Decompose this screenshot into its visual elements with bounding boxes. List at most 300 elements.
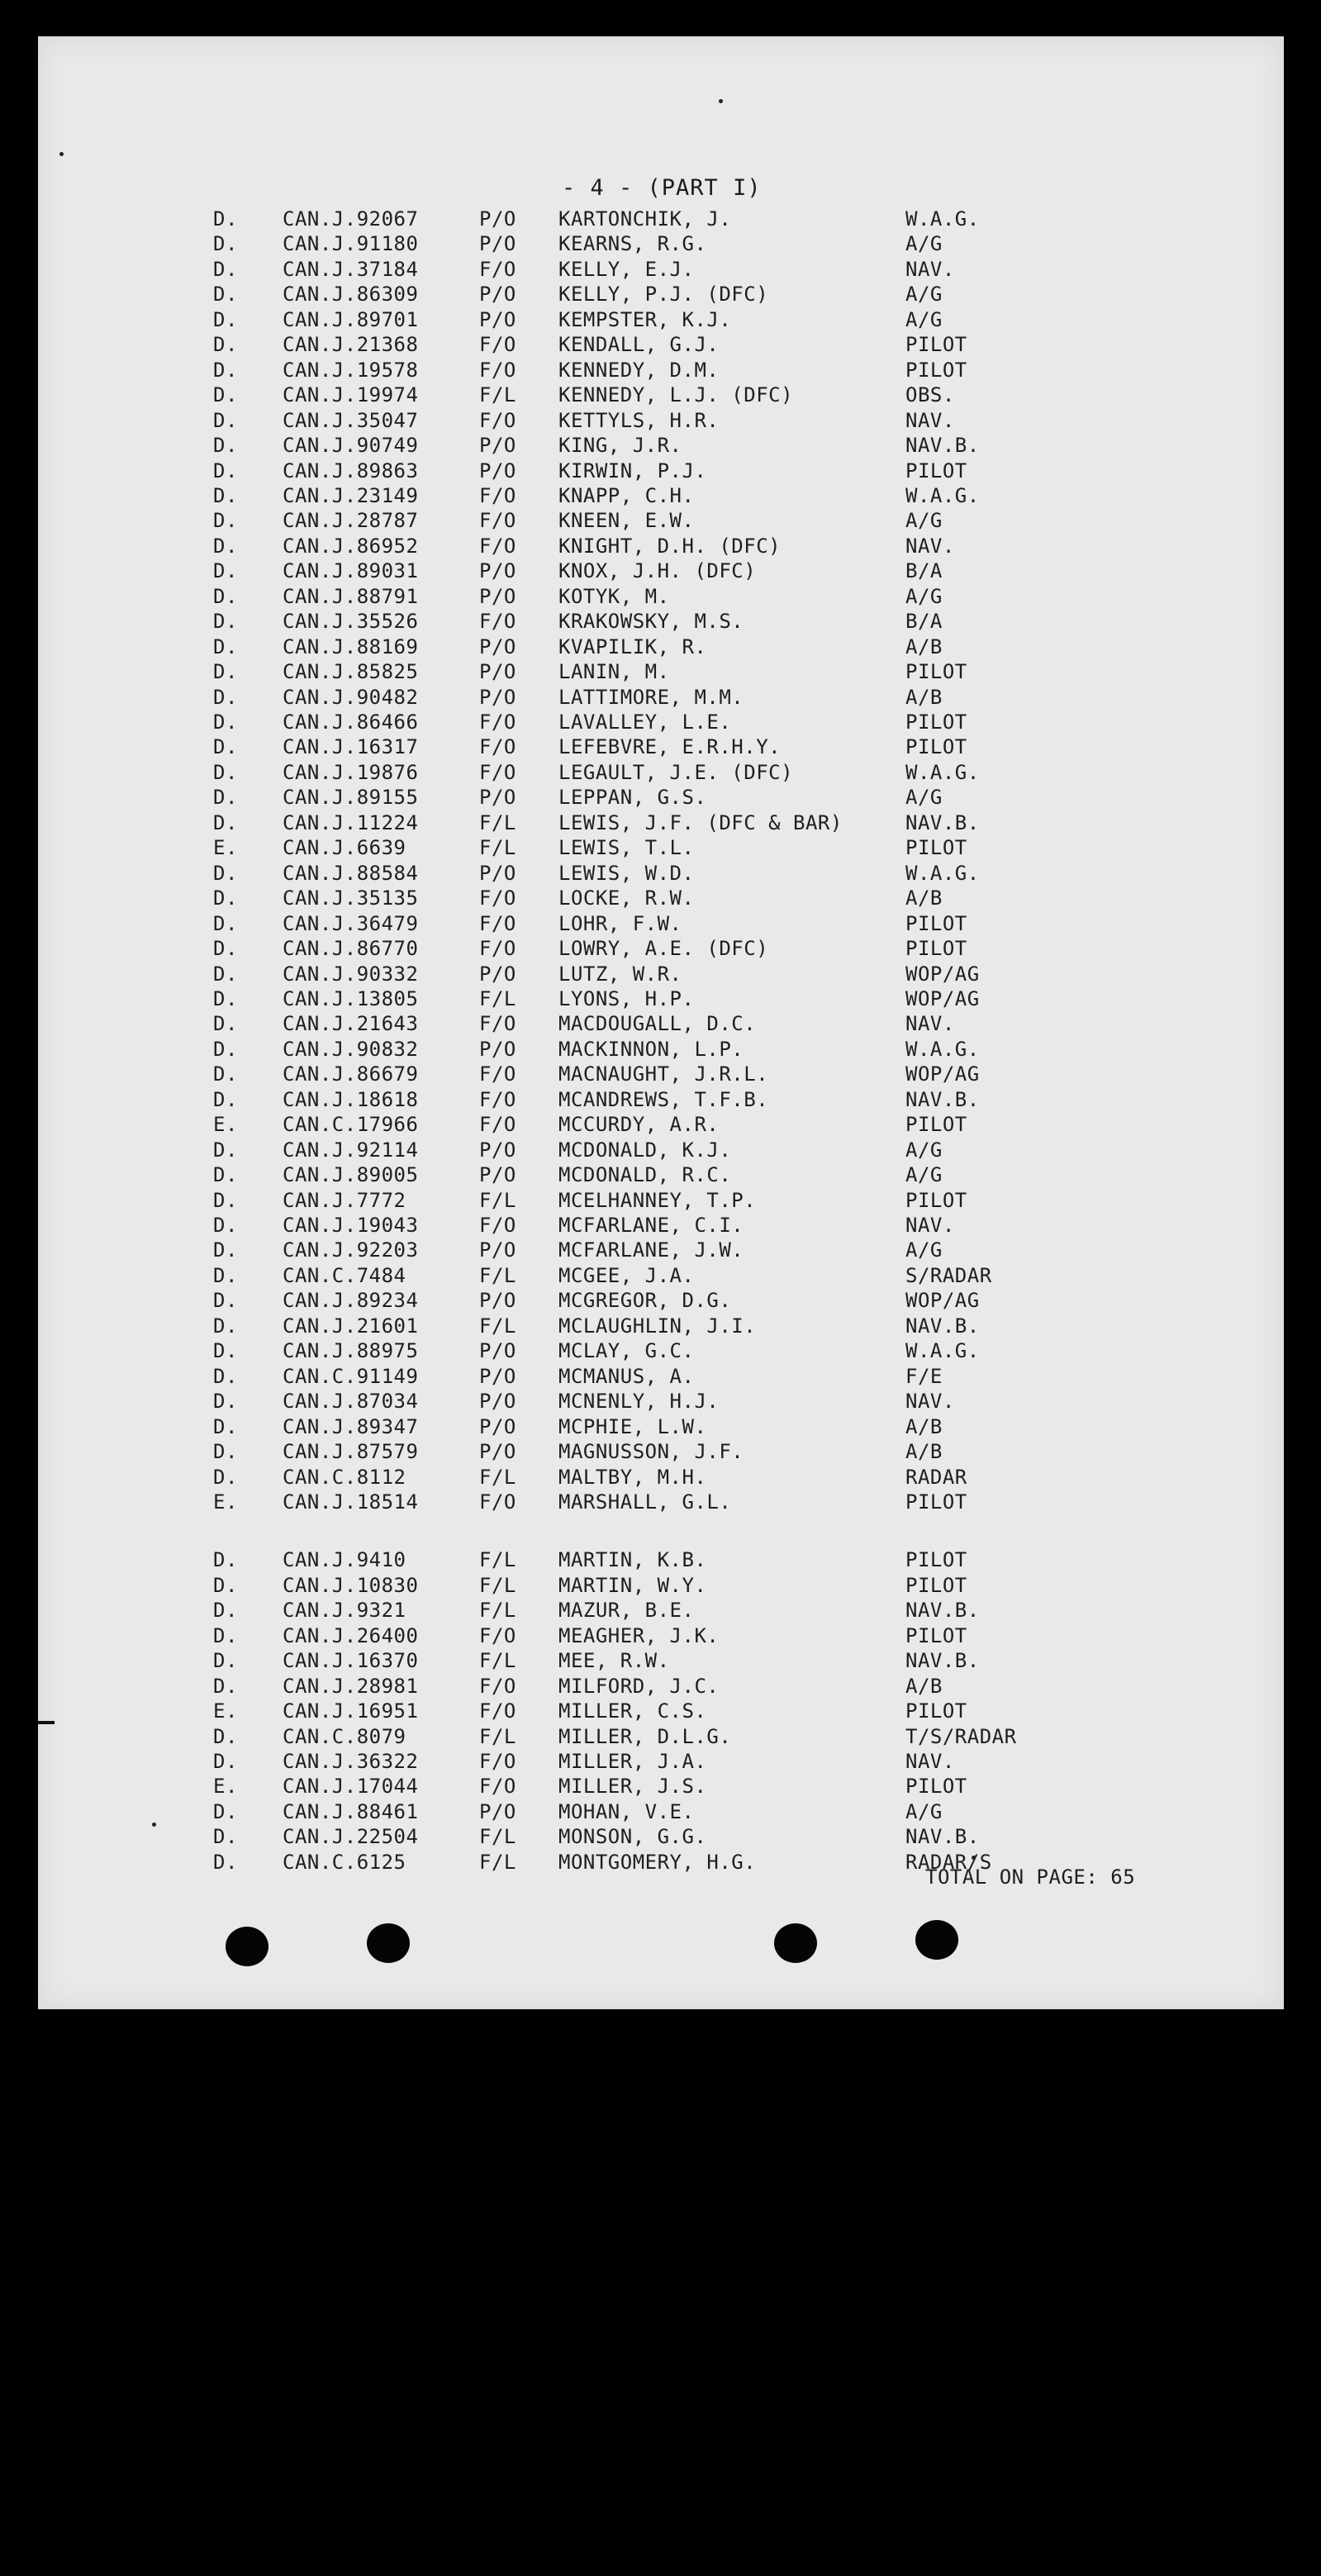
rank: F/O xyxy=(479,735,516,758)
person-name: MEE, R.W. xyxy=(558,1649,670,1672)
table-row xyxy=(0,936,1321,961)
status-code: D. xyxy=(213,761,238,784)
table-row xyxy=(0,1749,1321,1774)
rank: F/O xyxy=(479,1088,516,1111)
trade: A/B xyxy=(905,1440,943,1463)
status-code: D. xyxy=(213,283,238,306)
rank: F/L xyxy=(479,1599,516,1622)
table-row xyxy=(0,1389,1321,1414)
trade: PILOT xyxy=(905,912,967,935)
service-number: CAN.J.16370 xyxy=(283,1649,419,1672)
table-row xyxy=(0,1674,1321,1699)
table-row xyxy=(0,307,1321,332)
table-row xyxy=(0,508,1321,533)
service-number: CAN.J.92067 xyxy=(283,207,419,231)
rank: F/O xyxy=(479,1675,516,1698)
trade: NAV. xyxy=(905,1012,955,1035)
status-code: D. xyxy=(213,1800,238,1823)
status-code: D. xyxy=(213,459,238,482)
status-code: D. xyxy=(213,1574,238,1597)
table-row xyxy=(0,1188,1321,1213)
rank: F/O xyxy=(479,886,516,910)
trade: A/G xyxy=(905,232,943,255)
person-name: KOTYK, M. xyxy=(558,585,670,608)
rank: F/L xyxy=(479,836,516,859)
trade: A/G xyxy=(905,1163,943,1186)
punch-hole xyxy=(226,1927,268,1966)
service-number: CAN.C.6125 xyxy=(283,1851,406,1874)
table-row xyxy=(0,408,1321,433)
status-code: E. xyxy=(213,1113,238,1136)
status-code: D. xyxy=(213,1440,238,1463)
status-code: D. xyxy=(213,660,238,683)
person-name: MEAGHER, J.K. xyxy=(558,1624,720,1647)
table-row xyxy=(0,1112,1321,1137)
service-number: CAN.J.35047 xyxy=(283,409,419,432)
service-number: CAN.J.90332 xyxy=(283,962,419,986)
person-name: MACKINNON, L.P. xyxy=(558,1038,744,1061)
service-number: CAN.J.21368 xyxy=(283,333,419,356)
table-row xyxy=(0,1799,1321,1824)
status-code: D. xyxy=(213,1189,238,1212)
status-code: D. xyxy=(213,1649,238,1672)
rank: F/O xyxy=(479,912,516,935)
person-name: LANIN, M. xyxy=(558,660,670,683)
table-row xyxy=(0,886,1321,910)
service-number: CAN.J.19043 xyxy=(283,1214,419,1237)
service-number: CAN.J.22504 xyxy=(283,1825,419,1848)
status-code: D. xyxy=(213,1062,238,1086)
service-number: CAN.J.85825 xyxy=(283,660,419,683)
rank: P/O xyxy=(479,1800,516,1823)
person-name: KEMPSTER, K.J. xyxy=(558,308,732,331)
person-name: MCLAUGHLIN, J.I. xyxy=(558,1314,757,1338)
status-code: D. xyxy=(213,786,238,809)
person-name: LATTIMORE, M.M. xyxy=(558,686,744,709)
table-row xyxy=(0,558,1321,583)
paper-speck xyxy=(719,99,723,103)
status-code: D. xyxy=(213,1725,238,1748)
status-code: D. xyxy=(213,912,238,935)
table-row xyxy=(0,1213,1321,1238)
rank: F/L xyxy=(479,1574,516,1597)
rank: F/O xyxy=(479,1214,516,1237)
service-number: CAN.J.89234 xyxy=(283,1289,419,1312)
rank: F/O xyxy=(479,1775,516,1798)
table-row xyxy=(0,1547,1321,1572)
status-code: D. xyxy=(213,811,238,834)
person-name: MACDOUGALL, D.C. xyxy=(558,1012,757,1035)
person-name: LEGAULT, J.E. (DFC) xyxy=(558,761,794,784)
rank: P/O xyxy=(479,660,516,683)
table-row xyxy=(0,1414,1321,1439)
table-row xyxy=(0,1087,1321,1112)
status-code: D. xyxy=(213,987,238,1010)
rank: F/O xyxy=(479,761,516,784)
person-name: MCELHANNEY, T.P. xyxy=(558,1189,757,1212)
trade: WOP/AG xyxy=(905,962,980,986)
trade: A/G xyxy=(905,786,943,809)
rank: F/O xyxy=(479,610,516,633)
status-code: D. xyxy=(213,1214,238,1237)
person-name: MCDONALD, R.C. xyxy=(558,1163,732,1186)
person-name: LEFEBVRE, E.R.H.Y. xyxy=(558,735,782,758)
service-number: CAN.J.92203 xyxy=(283,1238,419,1262)
trade: A/G xyxy=(905,509,943,532)
table-row xyxy=(0,231,1321,256)
status-code: D. xyxy=(213,409,238,432)
service-number: CAN.J.88791 xyxy=(283,585,419,608)
status-code: D. xyxy=(213,1012,238,1035)
rank: F/L xyxy=(479,1851,516,1874)
status-code: D. xyxy=(213,484,238,507)
status-code: D. xyxy=(213,1264,238,1287)
status-code: D. xyxy=(213,1314,238,1338)
service-number: CAN.J.86466 xyxy=(283,711,419,734)
table-row xyxy=(0,760,1321,785)
rank: P/O xyxy=(479,962,516,986)
rank: P/O xyxy=(479,1138,516,1162)
service-number: CAN.J.86770 xyxy=(283,937,419,960)
service-number: CAN.J.21643 xyxy=(283,1012,419,1035)
table-row xyxy=(0,332,1321,357)
table-row xyxy=(0,911,1321,936)
table-row xyxy=(0,861,1321,886)
rank: F/O xyxy=(479,1699,516,1723)
service-number: CAN.J.89005 xyxy=(283,1163,419,1186)
service-number: CAN.J.35135 xyxy=(283,886,419,910)
trade: W.A.G. xyxy=(905,1339,980,1362)
person-name: KRAKOWSKY, M.S. xyxy=(558,610,744,633)
service-number: CAN.J.19974 xyxy=(283,383,419,406)
trade: A/G xyxy=(905,283,943,306)
trade: A/B xyxy=(905,686,943,709)
service-number: CAN.C.8112 xyxy=(283,1466,406,1489)
person-name: KENNEDY, D.M. xyxy=(558,359,720,382)
service-number: CAN.J.18618 xyxy=(283,1088,419,1111)
person-name: KIRWIN, P.J. xyxy=(558,459,707,482)
person-name: MCPHIE, L.W. xyxy=(558,1415,707,1438)
person-name: MARTIN, K.B. xyxy=(558,1548,707,1571)
table-row xyxy=(0,1724,1321,1749)
rank: F/O xyxy=(479,535,516,558)
trade: NAV.B. xyxy=(905,811,980,834)
rank: F/O xyxy=(479,359,516,382)
rank: F/L xyxy=(479,1466,516,1489)
service-number: CAN.J.19876 xyxy=(283,761,419,784)
service-number: CAN.J.89031 xyxy=(283,559,419,582)
service-number: CAN.J.87579 xyxy=(283,1440,419,1463)
trade: PILOT xyxy=(905,735,967,758)
person-name: MCMANUS, A. xyxy=(558,1365,695,1388)
table-row xyxy=(0,1824,1321,1849)
person-name: LEWIS, W.D. xyxy=(558,862,695,885)
table-row xyxy=(0,659,1321,684)
status-code: D. xyxy=(213,232,238,255)
table-row xyxy=(0,459,1321,483)
person-name: LAVALLEY, L.E. xyxy=(558,711,732,734)
trade: PILOT xyxy=(905,1624,967,1647)
trade: W.A.G. xyxy=(905,484,980,507)
rank: F/O xyxy=(479,1062,516,1086)
page-total: TOTAL ON PAGE: 65 xyxy=(925,1865,1136,1889)
status-code: D. xyxy=(213,509,238,532)
service-number: CAN.J.19578 xyxy=(283,359,419,382)
status-code: D. xyxy=(213,308,238,331)
trade: PILOT xyxy=(905,660,967,683)
table-row xyxy=(0,1011,1321,1036)
person-name: MILLER, C.S. xyxy=(558,1699,707,1723)
status-code: D. xyxy=(213,1825,238,1848)
status-code: D. xyxy=(213,359,238,382)
trade: NAV.B. xyxy=(905,1649,980,1672)
person-name: MOHAN, V.E. xyxy=(558,1800,695,1823)
table-row xyxy=(0,1288,1321,1313)
rank: F/O xyxy=(479,1113,516,1136)
status-code: D. xyxy=(213,1038,238,1061)
person-name: MARSHALL, G.L. xyxy=(558,1490,732,1514)
rank: P/O xyxy=(479,283,516,306)
person-name: MILLER, J.S. xyxy=(558,1775,707,1798)
table-row xyxy=(0,1263,1321,1288)
table-row xyxy=(0,383,1321,407)
trade: NAV. xyxy=(905,535,955,558)
trade: A/B xyxy=(905,635,943,658)
rank: F/L xyxy=(479,987,516,1010)
service-number: CAN.J.88169 xyxy=(283,635,419,658)
person-name: MILLER, J.A. xyxy=(558,1750,707,1773)
table-row xyxy=(0,1623,1321,1648)
service-number: CAN.J.37184 xyxy=(283,258,419,281)
table-row xyxy=(0,207,1321,231)
service-number: CAN.J.91180 xyxy=(283,232,419,255)
table-row xyxy=(0,282,1321,307)
table-row xyxy=(0,1162,1321,1187)
service-number: CAN.J.87034 xyxy=(283,1390,419,1413)
trade: NAV. xyxy=(905,1214,955,1237)
punch-hole xyxy=(367,1923,410,1963)
service-number: CAN.J.88975 xyxy=(283,1339,419,1362)
status-code: D. xyxy=(213,1750,238,1773)
table-row xyxy=(0,785,1321,810)
person-name: MCFARLANE, C.I. xyxy=(558,1214,744,1237)
trade: PILOT xyxy=(905,1775,967,1798)
table-row xyxy=(0,358,1321,383)
rank: F/O xyxy=(479,1490,516,1514)
service-number: CAN.J.90482 xyxy=(283,686,419,709)
person-name: MCFARLANE, J.W. xyxy=(558,1238,744,1262)
trade: NAV.B. xyxy=(905,1314,980,1338)
trade: W.A.G. xyxy=(905,862,980,885)
trade: NAV. xyxy=(905,1390,955,1413)
trade: WOP/AG xyxy=(905,1289,980,1312)
rank: P/O xyxy=(479,1163,516,1186)
person-name: KNIGHT, D.H. (DFC) xyxy=(558,535,782,558)
person-name: LEWIS, J.F. (DFC & BAR) xyxy=(558,811,843,834)
status-code: D. xyxy=(213,962,238,986)
service-number: CAN.J.89347 xyxy=(283,1415,419,1438)
rank: F/L xyxy=(479,1264,516,1287)
rank: F/O xyxy=(479,937,516,960)
service-number: CAN.J.13805 xyxy=(283,987,419,1010)
person-name: MCGEE, J.A. xyxy=(558,1264,695,1287)
rank: F/O xyxy=(479,1624,516,1647)
service-number: CAN.J.90749 xyxy=(283,434,419,457)
rank: F/O xyxy=(479,711,516,734)
table-row xyxy=(0,685,1321,710)
rank: F/O xyxy=(479,409,516,432)
punch-hole xyxy=(774,1923,817,1963)
person-name: KVAPILIK, R. xyxy=(558,635,707,658)
person-name: KENNEDY, L.J. (DFC) xyxy=(558,383,794,406)
person-name: MAGNUSSON, J.F. xyxy=(558,1440,744,1463)
service-number: CAN.J.89155 xyxy=(283,786,419,809)
service-number: CAN.J.23149 xyxy=(283,484,419,507)
table-row xyxy=(0,1573,1321,1598)
person-name: MCNENLY, H.J. xyxy=(558,1390,720,1413)
service-number: CAN.J.86952 xyxy=(283,535,419,558)
person-name: MARTIN, W.Y. xyxy=(558,1574,707,1597)
person-name: KETTYLS, H.R. xyxy=(558,409,720,432)
trade: A/B xyxy=(905,1415,943,1438)
status-code: D. xyxy=(213,207,238,231)
rank: P/O xyxy=(479,1038,516,1061)
status-code: D. xyxy=(213,862,238,885)
trade: PILOT xyxy=(905,1113,967,1136)
service-number: CAN.J.9321 xyxy=(283,1599,406,1622)
table-row xyxy=(0,1062,1321,1086)
trade: NAV.B. xyxy=(905,434,980,457)
person-name: MCGREGOR, D.G. xyxy=(558,1289,732,1312)
rank: F/L xyxy=(479,1649,516,1672)
table-row xyxy=(0,835,1321,860)
status-code: D. xyxy=(213,1365,238,1388)
trade: RADAR/S xyxy=(905,1851,992,1874)
person-name: KNOX, J.H. (DFC) xyxy=(558,559,757,582)
status-code: E. xyxy=(213,1699,238,1723)
rank: P/O xyxy=(479,862,516,885)
person-name: MACNAUGHT, J.R.L. xyxy=(558,1062,769,1086)
rank: P/O xyxy=(479,1339,516,1362)
status-code: D. xyxy=(213,434,238,457)
rank: P/O xyxy=(479,308,516,331)
trade: PILOT xyxy=(905,1574,967,1597)
person-name: MILFORD, J.C. xyxy=(558,1675,720,1698)
service-number: CAN.J.21601 xyxy=(283,1314,419,1338)
rank: F/O xyxy=(479,258,516,281)
person-name: MONTGOMERY, H.G. xyxy=(558,1851,757,1874)
service-number: CAN.J.88584 xyxy=(283,862,419,885)
trade: A/B xyxy=(905,886,943,910)
punch-hole xyxy=(915,1920,958,1960)
person-name: MCDONALD, K.J. xyxy=(558,1138,732,1162)
status-code: D. xyxy=(213,1548,238,1571)
service-number: CAN.J.28981 xyxy=(283,1675,419,1698)
status-code: D. xyxy=(213,333,238,356)
status-code: E. xyxy=(213,1490,238,1514)
rank: F/L xyxy=(479,383,516,406)
person-name: LUTZ, W.R. xyxy=(558,962,682,986)
service-number: CAN.J.7772 xyxy=(283,1189,406,1212)
trade: A/B xyxy=(905,1675,943,1698)
service-number: CAN.J.35526 xyxy=(283,610,419,633)
rank: F/L xyxy=(479,1189,516,1212)
table-row xyxy=(0,962,1321,986)
table-row xyxy=(0,1490,1321,1514)
trade: A/G xyxy=(905,308,943,331)
rank: P/O xyxy=(479,1238,516,1262)
trade: B/A xyxy=(905,559,943,582)
person-name: MALTBY, M.H. xyxy=(558,1466,707,1489)
service-number: CAN.J.86679 xyxy=(283,1062,419,1086)
trade: W.A.G. xyxy=(905,761,980,784)
person-name: MCCURDY, A.R. xyxy=(558,1113,720,1136)
trade: NAV. xyxy=(905,409,955,432)
service-number: CAN.J.28787 xyxy=(283,509,419,532)
person-name: KELLY, P.J. (DFC) xyxy=(558,283,769,306)
rank: P/O xyxy=(479,1440,516,1463)
status-code: D. xyxy=(213,1289,238,1312)
trade: NAV. xyxy=(905,258,955,281)
rank: F/O xyxy=(479,484,516,507)
person-name: KENDALL, G.J. xyxy=(558,333,720,356)
trade: NAV.B. xyxy=(905,1088,980,1111)
trade: W.A.G. xyxy=(905,207,980,231)
status-code: D. xyxy=(213,1624,238,1647)
service-number: CAN.J.10830 xyxy=(283,1574,419,1597)
trade: A/G xyxy=(905,1800,943,1823)
status-code: E. xyxy=(213,836,238,859)
trade: A/G xyxy=(905,1238,943,1262)
trade: PILOT xyxy=(905,359,967,382)
status-code: D. xyxy=(213,1599,238,1622)
trade: A/G xyxy=(905,585,943,608)
table-row xyxy=(0,1314,1321,1338)
trade: NAV. xyxy=(905,1750,955,1773)
rank: P/O xyxy=(479,207,516,231)
status-code: D. xyxy=(213,1138,238,1162)
service-number: CAN.J.16951 xyxy=(283,1699,419,1723)
person-name: LYONS, H.P. xyxy=(558,987,695,1010)
status-code: D. xyxy=(213,610,238,633)
service-number: CAN.J.18514 xyxy=(283,1490,419,1514)
table-row xyxy=(0,1338,1321,1363)
status-code: D. xyxy=(213,585,238,608)
rank: F/L xyxy=(479,811,516,834)
person-name: LOWRY, A.E. (DFC) xyxy=(558,937,769,960)
person-name: MAZUR, B.E. xyxy=(558,1599,695,1622)
table-row xyxy=(0,1138,1321,1162)
status-code: D. xyxy=(213,1163,238,1186)
service-number: CAN.J.17044 xyxy=(283,1775,419,1798)
table-row xyxy=(0,1648,1321,1673)
service-number: CAN.J.26400 xyxy=(283,1624,419,1647)
trade: PILOT xyxy=(905,836,967,859)
person-name: MCLAY, G.C. xyxy=(558,1339,695,1362)
rank: P/O xyxy=(479,434,516,457)
trade: T/S/RADAR xyxy=(905,1725,1017,1748)
trade: PILOT xyxy=(905,711,967,734)
trade: PILOT xyxy=(905,1548,967,1571)
status-code: D. xyxy=(213,1238,238,1262)
rank: F/L xyxy=(479,1825,516,1848)
service-number: CAN.C.8079 xyxy=(283,1725,406,1748)
service-number: CAN.C.17966 xyxy=(283,1113,419,1136)
service-number: CAN.J.36479 xyxy=(283,912,419,935)
service-number: CAN.J.9410 xyxy=(283,1548,406,1571)
service-number: CAN.J.92114 xyxy=(283,1138,419,1162)
table-row xyxy=(0,1037,1321,1062)
